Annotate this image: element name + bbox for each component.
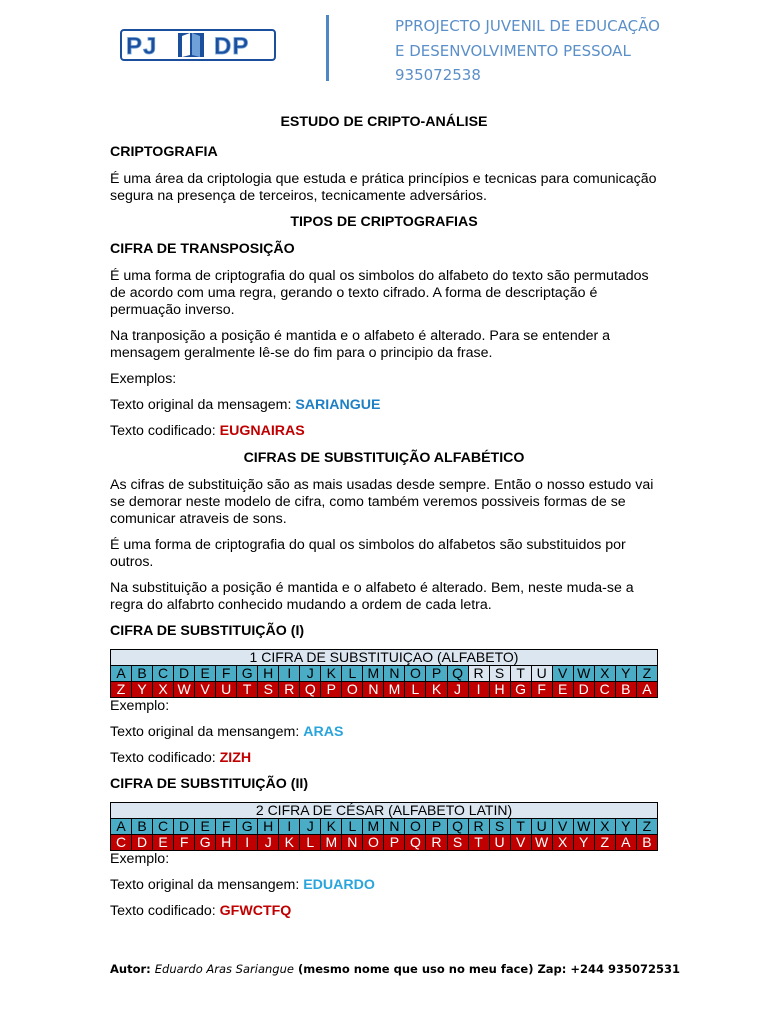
letter-cell: U	[531, 666, 552, 682]
footer-author	[110, 962, 680, 976]
letter-cell: Z	[594, 835, 615, 851]
letter-cell: N	[384, 666, 405, 682]
letter-cell: S	[258, 682, 279, 698]
letter-cell: J	[447, 682, 468, 698]
original-value: EDUARDO	[303, 877, 375, 893]
org-line-1: PPROJECTO JUVENIL DE EDUCAÇÃO	[395, 17, 660, 35]
original-label: Texto original da mensangem:	[110, 877, 304, 893]
author-name: Eduardo Aras Sariangue	[154, 962, 294, 976]
letter-cell: J	[300, 819, 321, 835]
exemplo-label-1: Exemplo:	[110, 698, 170, 714]
original-label: Texto original da mensagem:	[110, 397, 296, 413]
letter-cell: S	[447, 835, 468, 851]
letter-cell: H	[216, 835, 237, 851]
example-coded-1	[110, 423, 658, 440]
org-phone: 935072538	[395, 66, 481, 84]
example-coded-3	[110, 903, 658, 920]
letter-cell: K	[321, 819, 342, 835]
letter-cell: L	[300, 835, 321, 851]
paragraph-substituicao-2: É uma forma de criptografia do qual os simbolos do alfabetos são substituidos por outros.	[110, 537, 626, 570]
letter-cell: D	[573, 682, 594, 698]
letter-cell: A	[615, 835, 636, 851]
paragraph-substituicao-3: Na substituição a posição é mantida e o alfabeto é alterado. Bem, neste muda-se a regra do alfabrto conhecido mudando a ordem de cada letra.	[110, 580, 634, 613]
plain-alphabet-row	[111, 819, 658, 835]
exemplos-label: Exemplos:	[110, 371, 177, 387]
letter-cell: O	[342, 682, 363, 698]
letter-cell: F	[216, 666, 237, 682]
pjdp-logo	[120, 27, 276, 63]
heading-cifra-1: CIFRA DE SUBSTITUIÇÃO (I)	[110, 623, 305, 639]
letter-cell: I	[279, 819, 300, 835]
cipher-alphabet-row	[111, 835, 658, 851]
letter-cell: E	[552, 682, 573, 698]
letter-cell: O	[363, 835, 384, 851]
letter-cell: N	[363, 682, 384, 698]
heading-transposicao: CIFRA DE TRANSPOSIÇÃO	[110, 241, 295, 257]
letter-cell: C	[153, 819, 174, 835]
letter-cell: X	[594, 819, 615, 835]
cipher-table-2	[110, 802, 658, 851]
letter-cell: G	[195, 835, 216, 851]
letter-cell: C	[594, 682, 615, 698]
letter-cell: K	[279, 835, 300, 851]
letter-cell: S	[489, 819, 510, 835]
letter-cell: E	[195, 666, 216, 682]
letter-cell: M	[321, 835, 342, 851]
table-title: 2 CIFRA DE CÉSAR (ALFABETO LATIN)	[111, 803, 658, 819]
letter-cell: D	[174, 819, 195, 835]
letter-cell: W	[573, 666, 594, 682]
letter-cell: G	[237, 666, 258, 682]
letter-cell: Q	[300, 682, 321, 698]
letter-cell: B	[132, 666, 153, 682]
letter-cell: Z	[636, 666, 657, 682]
letter-cell: B	[615, 682, 636, 698]
letter-cell: Y	[132, 682, 153, 698]
letter-cell: E	[195, 819, 216, 835]
letter-cell: F	[531, 682, 552, 698]
letter-cell: J	[300, 666, 321, 682]
letter-cell: R	[468, 666, 489, 682]
letter-cell: B	[132, 819, 153, 835]
letter-cell: X	[594, 666, 615, 682]
letter-cell: D	[132, 835, 153, 851]
letter-cell: F	[174, 835, 195, 851]
logo-text-right: DP	[214, 33, 250, 60]
letter-cell: H	[489, 682, 510, 698]
letter-cell: O	[405, 819, 426, 835]
letter-cell: G	[510, 682, 531, 698]
letter-cell: K	[321, 666, 342, 682]
letter-cell: O	[405, 666, 426, 682]
letter-cell: T	[510, 819, 531, 835]
letter-cell: Q	[447, 819, 468, 835]
header-divider	[326, 15, 329, 81]
coded-label: Texto codificado:	[110, 903, 220, 919]
letter-cell: V	[195, 682, 216, 698]
coded-value: EUGNAIRAS	[219, 423, 305, 439]
letter-cell: T	[510, 666, 531, 682]
author-contact: (mesmo nome que uso no meu face) Zap: +244 935072531	[293, 962, 681, 976]
cipher-table-1	[110, 649, 658, 698]
letter-cell: Y	[615, 819, 636, 835]
letter-cell: T	[237, 682, 258, 698]
letter-cell: H	[258, 819, 279, 835]
letter-cell: Z	[636, 819, 657, 835]
letter-cell: I	[279, 666, 300, 682]
letter-cell: X	[552, 835, 573, 851]
letter-cell: M	[384, 682, 405, 698]
letter-cell: B	[636, 835, 657, 851]
letter-cell: A	[636, 682, 657, 698]
paragraph-transposicao-2: Na tranposição a posição é mantida e o alfabeto é alterado. Para se entender a mensagem geralmente lê-se do fim para o principio da frase.	[110, 328, 611, 361]
letter-cell: R	[468, 819, 489, 835]
coded-value: GFWCTFQ	[219, 903, 292, 919]
letter-cell: A	[111, 666, 132, 682]
author-label: Autor:	[110, 962, 155, 976]
original-label: Texto original da mensangem:	[110, 724, 304, 740]
example-original-2	[110, 724, 658, 741]
letter-cell: W	[531, 835, 552, 851]
letter-cell: R	[426, 835, 447, 851]
document-title: ESTUDO DE CRIPTO-ANÁLISE	[280, 114, 488, 130]
letter-cell: L	[405, 682, 426, 698]
letter-cell: R	[279, 682, 300, 698]
letter-cell: N	[384, 819, 405, 835]
example-original-3	[110, 877, 658, 894]
example-coded-2	[110, 750, 658, 767]
original-value: SARIANGUE	[295, 397, 381, 413]
original-value: ARAS	[303, 724, 344, 740]
letter-cell: P	[321, 682, 342, 698]
letter-cell: X	[153, 682, 174, 698]
letter-cell: U	[216, 682, 237, 698]
letter-cell: Q	[405, 835, 426, 851]
letter-cell: G	[237, 819, 258, 835]
paragraph-substituicao-1: As cifras de substituição são as mais usadas desde sempre. Então o nosso estudo vai se demorar neste modelo de cifra, como também veremos possiveis formas de se comunicar atraveis de sons.	[110, 477, 654, 527]
letter-cell: Y	[615, 666, 636, 682]
letter-cell: E	[153, 835, 174, 851]
letter-cell: V	[510, 835, 531, 851]
letter-cell: D	[174, 666, 195, 682]
letter-cell: K	[426, 682, 447, 698]
heading-cifra-2: CIFRA DE SUBSTITUIÇÃO (II)	[110, 776, 309, 792]
letter-cell: M	[363, 819, 384, 835]
letter-cell: F	[216, 819, 237, 835]
letter-cell: T	[468, 835, 489, 851]
paragraph-criptografia: É uma área da criptologia que estuda e prática princípios e tecnicas para comunicação segura na presença de terceiros, tecnicamente adversários.	[110, 171, 657, 204]
letter-cell: I	[237, 835, 258, 851]
letter-cell: U	[489, 835, 510, 851]
letter-cell: S	[489, 666, 510, 682]
letter-cell: V	[552, 666, 573, 682]
letter-cell: W	[573, 819, 594, 835]
org-line-2: E DESENVOLVIMENTO PESSOAL	[395, 41, 631, 60]
letter-cell: Z	[111, 682, 132, 698]
letter-cell: C	[153, 666, 174, 682]
heading-substituicao: CIFRAS DE SUBSTITUIÇÃO ALFABÉTICO	[243, 450, 525, 466]
coded-value: ZIZH	[219, 750, 252, 766]
letter-cell: C	[111, 835, 132, 851]
letter-cell: N	[342, 835, 363, 851]
coded-label: Texto codificado:	[110, 423, 220, 439]
letter-cell: P	[426, 666, 447, 682]
letter-cell: J	[258, 835, 279, 851]
letter-cell: L	[342, 819, 363, 835]
cipher-alphabet-row	[111, 682, 658, 698]
letter-cell: Y	[573, 835, 594, 851]
letter-cell: A	[111, 819, 132, 835]
paragraph-transposicao-1: É uma forma de criptografia do qual os simbolos do alfabeto do texto são permutados de acordo com uma regra, gerando o texto cifrado. A forma de descriptação é permuação inverso.	[110, 268, 649, 318]
example-original-1	[110, 397, 658, 414]
letter-cell: W	[174, 682, 195, 698]
letter-cell: L	[342, 666, 363, 682]
letter-cell: I	[468, 682, 489, 698]
coded-label: Texto codificado:	[110, 750, 220, 766]
letter-cell: U	[531, 819, 552, 835]
letter-cell: Q	[447, 666, 468, 682]
letter-cell: M	[363, 666, 384, 682]
heading-tipos: TIPOS DE CRIPTOGRAFIAS	[290, 214, 478, 230]
book-icon	[178, 33, 204, 57]
letter-cell: V	[552, 819, 573, 835]
table-title: 1 CIFRA DE SUBSTITUIÇAO (ALFABETO)	[111, 650, 658, 666]
logo-text-left: PJ	[126, 33, 158, 60]
document-body	[110, 114, 658, 920]
plain-alphabet-row	[111, 666, 658, 682]
letter-cell: H	[258, 666, 279, 682]
heading-criptografia: CRIPTOGRAFIA	[110, 144, 218, 160]
exemplo-label-2: Exemplo:	[110, 851, 170, 867]
letter-cell: P	[384, 835, 405, 851]
organization-info	[395, 14, 765, 88]
letter-cell: P	[426, 819, 447, 835]
